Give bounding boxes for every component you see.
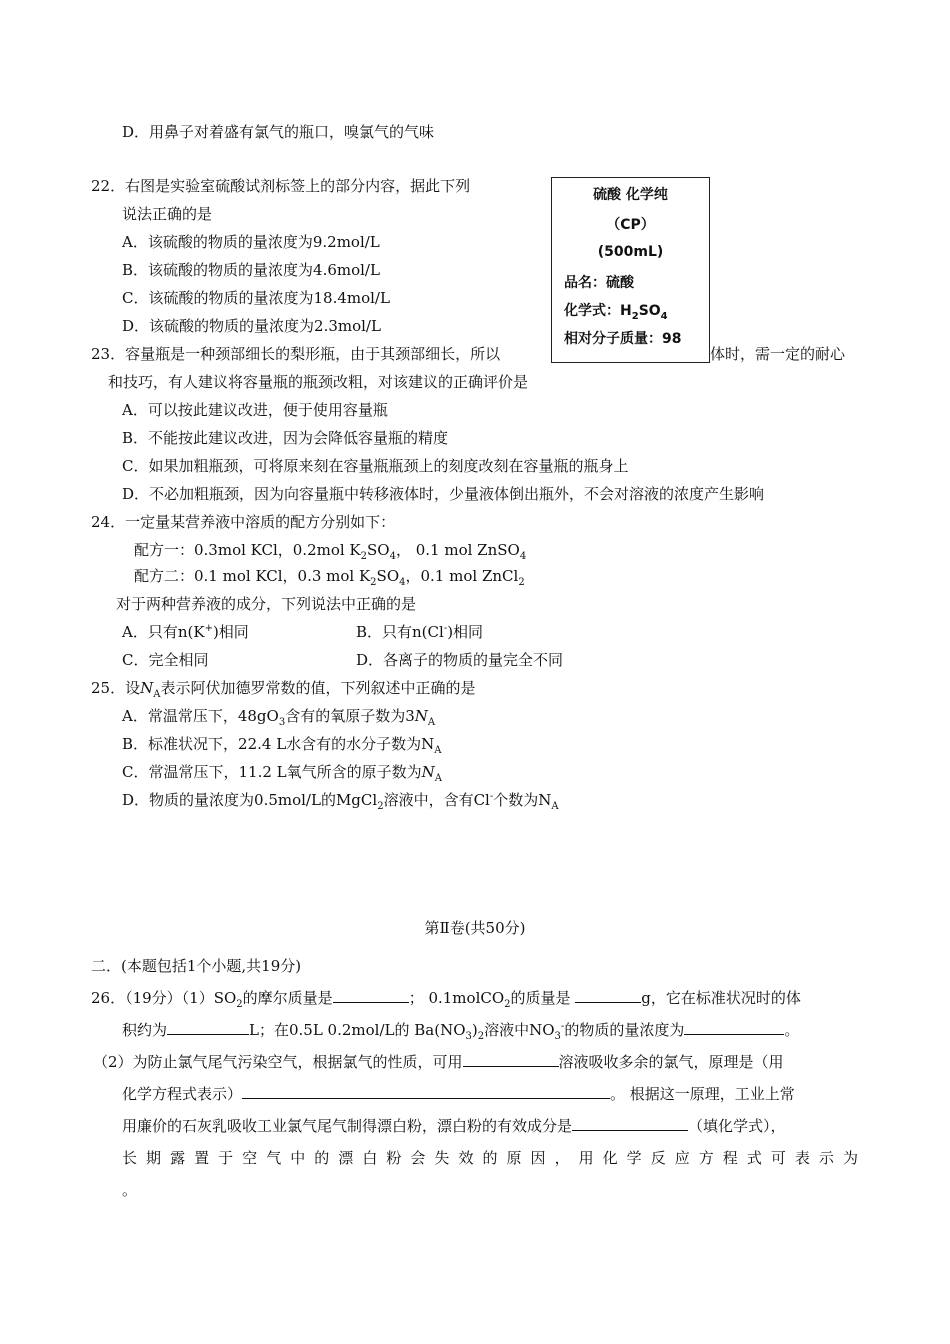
answer-blank-3[interactable]: [167, 1020, 249, 1035]
q25-option-b: B．标准状况下，22.4 L水含有的水分子数为$N_A$: [122, 735, 442, 756]
q22-option-a: A．该硫酸的物质的量浓度为9.2mol/L: [122, 233, 380, 251]
label-name: 品名：硫酸: [564, 275, 634, 291]
q26-line4: 化学方程式表示） 。 根据这一原理，工业上常: [122, 1085, 795, 1103]
label-title: 硫酸 化学纯: [593, 187, 668, 203]
q24-question: 对于两种营养液的成分，下列说法中正确的是: [116, 595, 417, 613]
answer-blank-6[interactable]: [242, 1084, 610, 1099]
q22-option-b: B．该硫酸的物质的量浓度为4.6mol/L: [122, 261, 380, 279]
answer-blank-5[interactable]: [463, 1052, 559, 1067]
q21-option-d: D．用鼻子对着盛有氯气的瓶口，嗅氯气的气味: [122, 123, 435, 141]
label-grade: （CP）: [606, 217, 655, 233]
q26-line1: 26．（19分）$(1)SO_2$的摩尔质量是 ； 0.1molCO$_2$的质量是 g，它在标准状况时的体: [91, 989, 801, 1010]
q26-line5: 用廉价的石灰乳吸收工业氯气尾气制得漂白粉，漂白粉的有效成分是 （填化学式），: [122, 1117, 786, 1135]
q24-option-c: C．完全相同: [122, 651, 209, 669]
label-formula: 化学式：$H_2SO_4$: [564, 303, 668, 322]
q22-stem-line2: 说法正确的是: [122, 205, 213, 223]
q25-option-c: C．常温常压下，11.2 L氧气所含的原子数为$N_A$: [122, 763, 442, 784]
answer-blank-4[interactable]: [684, 1020, 784, 1035]
q22-option-c: C．该硫酸的物质的量浓度为18.4mol/L: [122, 289, 390, 307]
reagent-label: [551, 177, 710, 363]
q24-option-d: D．各离子的物质的量完全不同: [356, 651, 564, 669]
q26-line6: 长 期 露 置 于 空 气 中 的 漂 白 粉 会 失 效 的 原 因 ， 用 化 学 反 应 方 程 式 可 表 示 为: [122, 1149, 858, 1167]
label-volume: (500mL): [597, 244, 664, 260]
label-molecular-weight: 相对分子质量：98: [564, 331, 682, 347]
q24-option-b: B．只有n(Cl-)相同: [356, 623, 484, 641]
q23-stem-line2: 和技巧，有人建议将容量瓶的瓶颈改粗，对该建议的正确评价是: [108, 373, 529, 391]
q25-option-d: D．物质的量浓度为0.5mol/L的MgCl$_2$溶液中，含有Cl-个数为$N_A$: [122, 791, 559, 812]
answer-blank-7[interactable]: [572, 1116, 688, 1131]
part2-title: 第Ⅱ卷(共50分): [424, 919, 526, 937]
answer-blank-1[interactable]: [333, 988, 409, 1003]
part2-section: 二．(本题包括1个小题,共19分): [91, 957, 302, 975]
q23-option-a: A．可以按此建议改进，便于使用容量瓶: [122, 401, 388, 419]
q25-stem: 25．设$N_A$表示阿伏加德罗常数的值，下列叙述中正确的是: [91, 679, 476, 700]
q22-stem-line1: 22．右图是实验室硫酸试剂标签上的部分内容，据此下列: [91, 177, 471, 195]
q23-option-b: B．不能按此建议改进，因为会降低容量瓶的精度: [122, 429, 449, 447]
q24-option-a: A．只有n(K+)相同: [122, 623, 249, 641]
q25-option-a: A．常温常压下，$48gO_3$含有的氧原子数为$3N_A$: [122, 707, 436, 728]
q23-stem-line1b: 体时，需一定的耐心: [710, 345, 846, 363]
q23-stem-line1a: 23．容量瓶是一种颈部细长的梨形瓶，由于其颈部细长，所以: [91, 345, 501, 363]
q24-stem: 24．一定量某营养液中溶质的配方分别如下：: [91, 513, 396, 531]
q26-line7: 。: [122, 1181, 138, 1199]
q24-recipe-2: 配方二：0.1 mol KCl，0.3 mol $K_2SO_4$，0.1 mol ZnCl$_2$: [134, 567, 525, 588]
q26-line3: （2）为防止氯气尾气污染空气，根据氯气的性质，可用 溶液吸收多余的氯气，原理是（用: [93, 1053, 784, 1071]
q23-option-d: D．不必加粗瓶颈，因为向容量瓶中转移液体时，少量液体倒出瓶外，不会对溶液的浓度产生影响: [122, 485, 765, 503]
q26-line2: 积约为 L；在0.5L 0.2mol/L的 $Ba(NO_3)_2$溶液中$NO_3^-$的物质的量浓度为 。: [122, 1021, 800, 1042]
q23-option-c: C．如果加粗瓶颈，可将原来刻在容量瓶瓶颈上的刻度改刻在容量瓶的瓶身上: [122, 457, 629, 475]
q24-recipe-1: 配方一：0.3mol KCl，0.2mol $K_2SO_4$， 0.1 mol ZnSO$_4$: [134, 541, 527, 562]
q22-option-d: D．该硫酸的物质的量浓度为2.3mol/L: [122, 317, 381, 335]
answer-blank-2[interactable]: [575, 988, 641, 1003]
